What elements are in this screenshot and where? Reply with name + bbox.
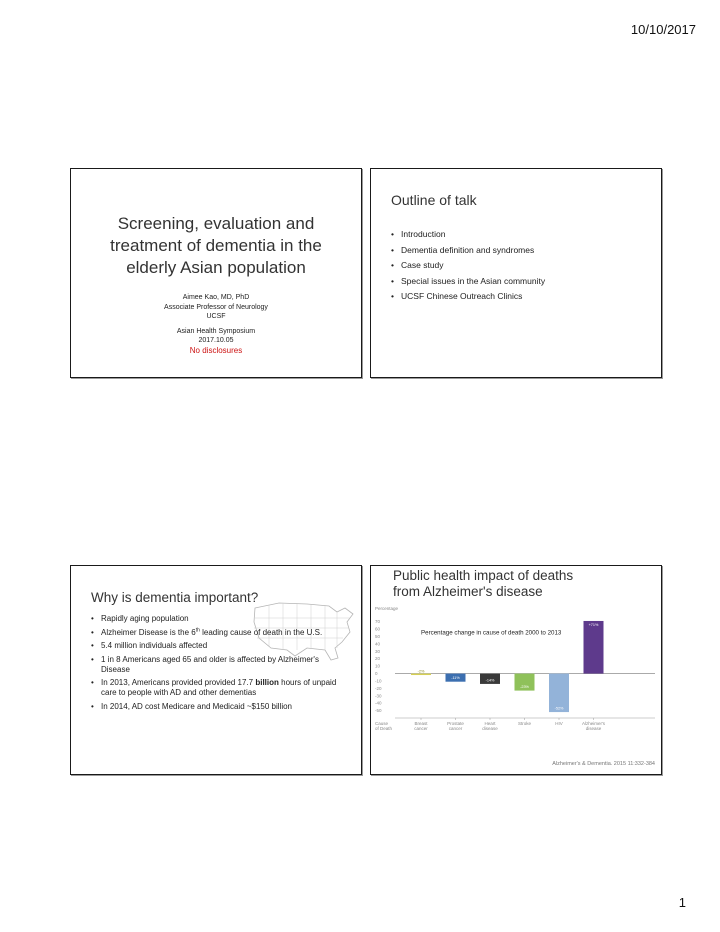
x-tick-label: Stroke xyxy=(517,721,532,726)
facts-list xyxy=(91,614,346,715)
outline-item: • Introduction xyxy=(391,227,545,243)
x-tick-label: cancer xyxy=(448,726,463,731)
slide-outline xyxy=(370,168,662,378)
y-tick-label: 70 xyxy=(375,619,381,625)
death-change-bar-chart xyxy=(373,604,659,740)
y-tick-label: 0 xyxy=(375,671,378,677)
bar xyxy=(411,674,431,675)
bar-value-label: -2% xyxy=(417,669,425,674)
disclosure-text: No disclosures xyxy=(189,345,243,355)
title-line: elderly Asian population xyxy=(126,258,306,277)
bar-value-label: -23% xyxy=(520,685,529,690)
fact-item: • In 2014, AD cost Medicare and Medicaid ~$150 billion xyxy=(91,702,346,712)
chart-title: Percentage change in cause of death 2000 to 2013 xyxy=(421,629,562,637)
title-line: Public health impact of deaths xyxy=(393,568,574,583)
y-tick-label: -50 xyxy=(375,708,382,714)
slide-title-meta xyxy=(71,293,361,355)
slide-title-heading xyxy=(71,213,361,279)
page-number: 1 xyxy=(678,895,686,910)
author-position: Associate Professor of Neurology xyxy=(164,303,268,311)
x-axis-label: Cause xyxy=(375,721,389,726)
slide-heading: Outline of talk xyxy=(391,192,477,208)
y-tick-label: -40 xyxy=(375,700,382,706)
y-tick-label: 30 xyxy=(375,648,381,654)
fact-item: • 1 in 8 Americans aged 65 and older is affected by Alzheimer's Disease xyxy=(91,655,346,675)
x-tick-label: HIV xyxy=(555,721,563,726)
bar-value-label: -52% xyxy=(554,706,564,711)
fact-item: • Rapidly aging population xyxy=(91,614,346,624)
x-tick-label: Heart xyxy=(484,721,496,726)
event-name: Asian Health Symposium xyxy=(176,327,256,335)
author-institution: UCSF xyxy=(206,313,226,320)
y-tick-label: 20 xyxy=(375,656,381,662)
bar-value-label: +71% xyxy=(588,622,599,627)
x-tick-label: Prostate xyxy=(447,721,464,726)
author-name: Aimee Kao, MD, PhD xyxy=(182,294,250,301)
y-tick-label: 50 xyxy=(375,634,381,640)
outline-item: • Case study xyxy=(391,258,545,274)
slide-heading: Why is dementia important? xyxy=(91,590,259,605)
citation: Alzheimer's & Dementia. 2015 11:332-384 xyxy=(552,761,655,767)
outline-item: • Special issues in the Asian community xyxy=(391,274,545,290)
x-tick-label: disease xyxy=(482,726,498,731)
bar xyxy=(584,621,604,674)
fact-item: • In 2013, Americans provided provided 17.7 billion hours of unpaid care to people with AD and other dementias xyxy=(91,678,346,698)
x-axis-label: of Death xyxy=(375,726,393,731)
x-tick-label: Alzheimer's xyxy=(581,721,606,726)
outline-item: • Dementia definition and syndromes xyxy=(391,243,545,259)
x-tick-label: cancer xyxy=(414,726,428,731)
outline-list xyxy=(391,227,545,305)
y-axis-label: Percentage xyxy=(375,606,399,611)
bar-value-label: -14% xyxy=(485,678,495,683)
y-tick-label: 10 xyxy=(375,663,381,669)
bar-value-label: -11% xyxy=(451,676,460,681)
slide-public-health xyxy=(370,565,662,775)
title-line: treatment of dementia in the xyxy=(110,236,322,255)
slide-title xyxy=(70,168,362,378)
title-line: from Alzheimer's disease xyxy=(393,584,543,599)
x-tick-label: Breast xyxy=(414,721,428,726)
y-tick-label: 60 xyxy=(375,626,381,632)
y-tick-label: -20 xyxy=(375,685,382,691)
outline-item: • UCSF Chinese Outreach Clinics xyxy=(391,289,545,305)
y-tick-label: -10 xyxy=(375,678,382,684)
slide-importance xyxy=(70,565,362,775)
slide-heading xyxy=(393,568,573,600)
x-tick-label: disease xyxy=(585,726,602,731)
y-tick-label: 40 xyxy=(375,641,381,647)
fact-item: • Alzheimer Disease is the 6th leading cause of death in the U.S. xyxy=(91,628,346,638)
y-tick-label: -30 xyxy=(375,693,382,699)
event-date: 2017.10.05 xyxy=(198,337,234,344)
fact-item: • 5.4 million individuals affected xyxy=(91,641,346,651)
page-date: 10/10/2017 xyxy=(630,22,696,37)
title-line: Screening, evaluation and xyxy=(117,214,315,233)
